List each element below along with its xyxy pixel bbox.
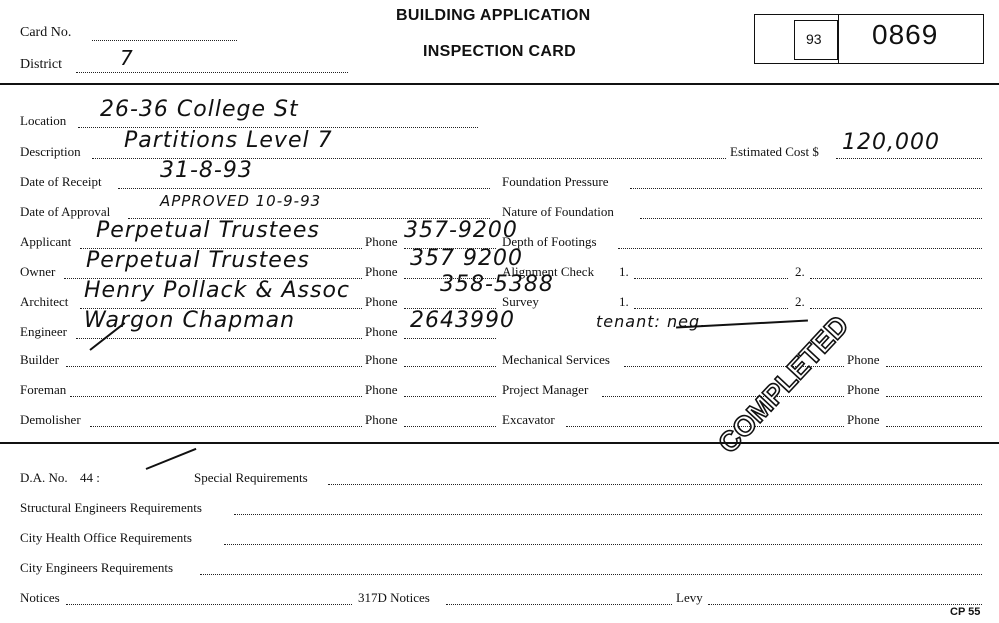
engineer-phone-value: 2643990 xyxy=(410,308,515,333)
special-requirements-label: Special Requirements xyxy=(194,470,308,485)
mechanical-services-phone-line xyxy=(886,366,982,367)
project-manager-label: Project Manager xyxy=(502,382,589,397)
structural-engineers-label: Structural Engineers Requirements xyxy=(20,500,202,515)
builder-label: Builder xyxy=(20,352,59,367)
card-no-label: Card No. xyxy=(20,25,72,40)
survey-line2 xyxy=(810,308,982,309)
levy-line xyxy=(708,604,982,605)
engineer-value: Wargon Chapman xyxy=(84,308,296,333)
demolisher-line xyxy=(90,426,362,427)
da-slash-mark xyxy=(146,448,197,470)
excavator-label: Excavator xyxy=(502,412,555,427)
tenant-note: tenant: neg. xyxy=(596,312,707,331)
district-value: 7 xyxy=(120,46,134,70)
alignment-check-num1: 1. xyxy=(619,264,629,279)
owner-phone-label: Phone xyxy=(365,264,398,279)
alignment-check-label: Alignment Check xyxy=(502,264,595,279)
district-label: District xyxy=(20,57,62,72)
completed-stamp: COMPLETED xyxy=(712,309,855,460)
form-subtitle: INSPECTION CARD xyxy=(423,43,576,60)
architect-phone-value: 358-5388 xyxy=(440,272,554,297)
date-of-approval-label: Date of Approval xyxy=(20,204,111,219)
notices-317d-line xyxy=(446,604,672,605)
city-engineers-line xyxy=(200,574,982,575)
location-value: 26-36 College St xyxy=(100,97,299,122)
district-line xyxy=(76,72,348,73)
card-year: 93 xyxy=(806,31,822,47)
city-engineers-label: City Engineers Requirements xyxy=(20,560,174,575)
da-no-label: D.A. No. xyxy=(20,470,68,485)
middle-divider xyxy=(0,442,999,444)
form-title: BUILDING APPLICATION xyxy=(396,7,591,24)
engineer-label: Engineer xyxy=(20,324,67,339)
applicant-value: Perpetual Trustees xyxy=(96,218,320,243)
survey-num1: 1. xyxy=(619,294,629,309)
foundation-pressure-line xyxy=(630,188,982,189)
depth-of-footings-line xyxy=(618,248,982,249)
city-health-label: City Health Office Requirements xyxy=(20,530,192,545)
owner-value: Perpetual Trustees xyxy=(86,248,310,273)
notices-label: Notices xyxy=(20,590,60,605)
alignment-check-line1 xyxy=(634,278,788,279)
engineer-phone-line xyxy=(404,338,496,339)
date-of-approval-value: APPROVED 10-9-93 xyxy=(160,192,322,210)
card-number: 0869 xyxy=(872,19,939,50)
survey-num2: 2. xyxy=(795,294,805,309)
excavator-phone-line xyxy=(886,426,982,427)
mechanical-services-label: Mechanical Services xyxy=(502,352,610,367)
owner-phone-value: 357 9200 xyxy=(410,246,523,271)
project-manager-line xyxy=(602,396,844,397)
nature-of-foundation-label: Nature of Foundation xyxy=(502,204,614,219)
structural-engineers-line xyxy=(234,514,982,515)
excavator-line xyxy=(566,426,844,427)
foreman-line xyxy=(70,396,362,397)
notices-line xyxy=(66,604,352,605)
foreman-phone-line xyxy=(404,396,496,397)
builder-phone-label: Phone xyxy=(365,352,398,367)
applicant-label: Applicant xyxy=(20,234,72,249)
levy-label: Levy xyxy=(676,590,703,605)
date-of-receipt-value: 31-8-93 xyxy=(160,158,253,183)
form-code: CP 55 xyxy=(950,606,981,618)
notices-317d-label: 317D Notices xyxy=(358,590,430,605)
date-of-receipt-line xyxy=(118,188,490,189)
demolisher-label: Demolisher xyxy=(20,412,81,427)
mechanical-services-phone-label: Phone xyxy=(847,352,880,367)
survey-label: Survey xyxy=(502,294,539,309)
project-manager-phone-line xyxy=(886,396,982,397)
excavator-phone-label: Phone xyxy=(847,412,880,427)
engineer-phone-label: Phone xyxy=(365,324,398,339)
location-label: Location xyxy=(20,113,67,128)
city-health-line xyxy=(224,544,982,545)
card-no-line xyxy=(92,40,237,41)
architect-phone-label: Phone xyxy=(365,294,398,309)
estimated-cost-label: Estimated Cost $ xyxy=(730,144,819,159)
da-no-value: 44 : xyxy=(80,470,100,485)
project-manager-phone-label: Phone xyxy=(847,382,880,397)
demolisher-phone-label: Phone xyxy=(365,412,398,427)
applicant-phone-value: 357-9200 xyxy=(404,218,518,243)
builder-line xyxy=(66,366,362,367)
description-value: Partitions Level 7 xyxy=(124,128,333,153)
foreman-label: Foreman xyxy=(20,382,67,397)
alignment-check-line2 xyxy=(810,278,982,279)
date-of-receipt-label: Date of Receipt xyxy=(20,174,102,189)
alignment-check-num2: 2. xyxy=(795,264,805,279)
foreman-phone-label: Phone xyxy=(365,382,398,397)
header-divider xyxy=(0,83,999,85)
architect-label: Architect xyxy=(20,294,69,309)
demolisher-phone-line xyxy=(404,426,496,427)
estimated-cost-line xyxy=(836,158,982,159)
special-requirements-line xyxy=(328,484,982,485)
owner-label: Owner xyxy=(20,264,56,279)
estimated-cost-value: 120,000 xyxy=(842,130,940,155)
survey-line1 xyxy=(634,308,788,309)
architect-value: Henry Pollack & Assoc xyxy=(84,278,351,303)
description-label: Description xyxy=(20,144,81,159)
applicant-phone-label: Phone xyxy=(365,234,398,249)
builder-phone-line xyxy=(404,366,496,367)
nature-of-foundation-line xyxy=(640,218,982,219)
depth-of-footings-label: Depth of Footings xyxy=(502,234,597,249)
engineer-line xyxy=(76,338,362,339)
foundation-pressure-label: Foundation Pressure xyxy=(502,174,609,189)
